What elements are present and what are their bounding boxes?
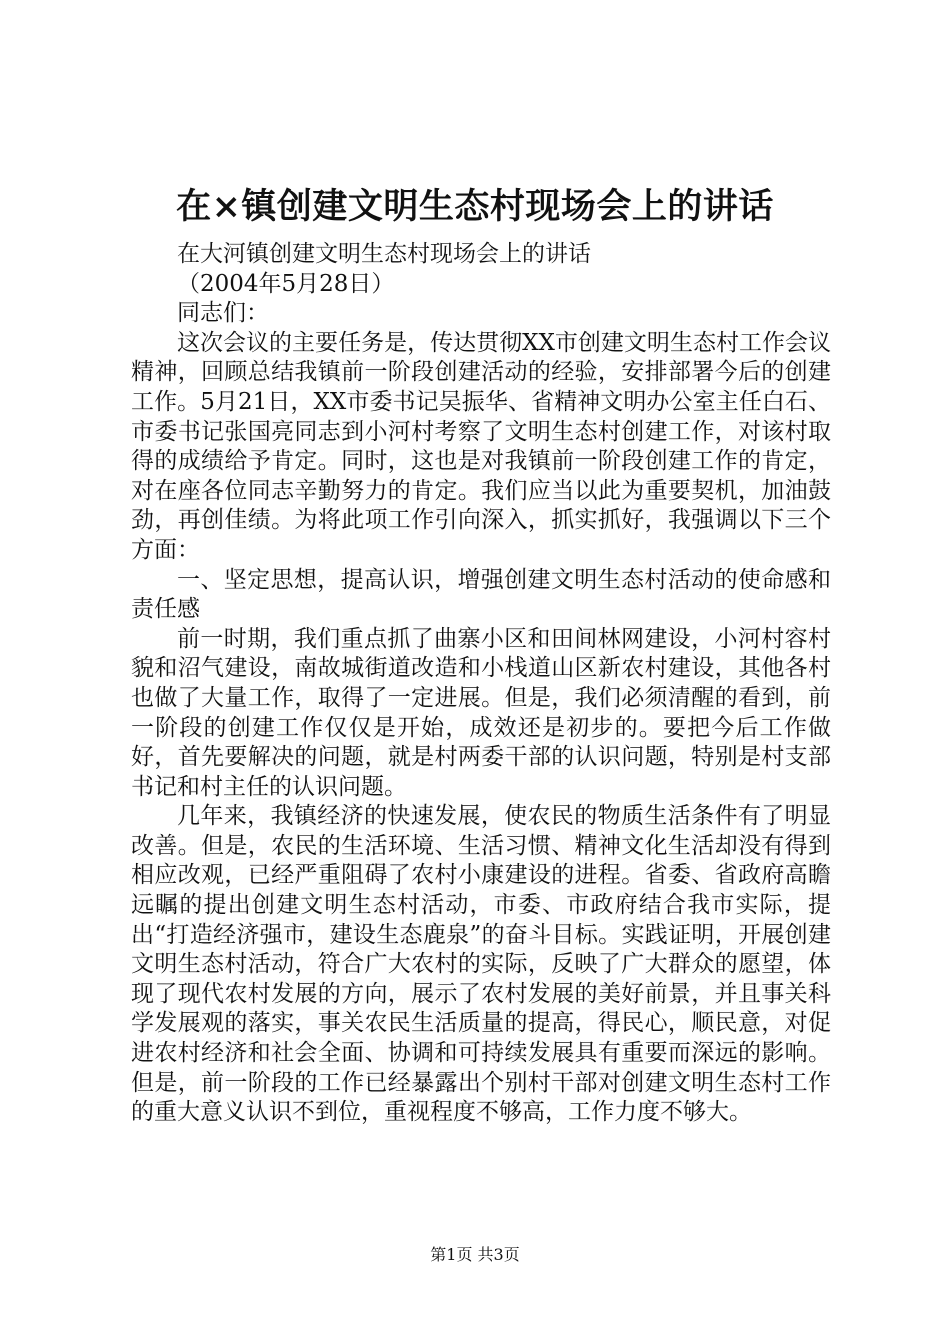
body-paragraph: 几年来，我镇经济的快速发展，使农民的物质生活条件有了明显改善。但是，农民的生活环境、生活习惯、精神文化生活却没有得到相应改观，已经严重阻碍了农村小康建设的进程。省委、省政府高瞻远瞩的提出创建文明生态村活动，市委、市政府结合我市实际，提出“打造经济强市，建设生态鹿泉”的奋斗目标。实践证明，开展创建文明生态村活动，符合广大农村的实际，反映了广大群众的愿望，体现了现代农村发展的方向，展示了农村发展的美好前景，并且事关科学发展观的落实，事关农民生活质量的提高，得民心，顺民意，对促进农村经济和社会全面、协调和可持续发展具有重要而深远的影响。但是，前一阶段的工作已经暴露出个别村干部对创建文明生态村工作的重大意义认识不到位，重视程度不够高，工作力度不够大。 bbox=[131, 803, 831, 1126]
document-title: 在×镇创建文明生态村现场会上的讲话 bbox=[176, 186, 774, 227]
speech-heading: 在大河镇创建文明生态村现场会上的讲话 bbox=[177, 241, 591, 267]
body-paragraph: 前一时期，我们重点抓了曲寨小区和田间林网建设，小河村容村貌和沼气建设，南故城街道改造和小栈道山区新农村建设，其他各村也做了大量工作，取得了一定进展。但是，我们必须清醒的看到，前一阶段的创建工作仅仅是开始，成效还是初步的。要把今后工作做好，首先要解决的问题，就是村两委干部的认识问题，特别是村支部书记和村主任的认识问题。 bbox=[131, 625, 831, 800]
section-heading: 一、坚定思想，提高认识，增强创建文明生态村活动的使命感和责任感 bbox=[131, 566, 831, 623]
salutation: 同志们： bbox=[177, 300, 269, 327]
document-body bbox=[131, 240, 831, 1128]
speech-date: （2004年5月28日） bbox=[177, 270, 395, 297]
page-footer: 第1页 共3页 bbox=[430, 1245, 520, 1264]
body-paragraph: 这次会议的主要任务是，传达贯彻XX市创建文明生态村工作会议精神，回顾总结我镇前一阶段创建活动的经验，安排部署今后的创建工作。5月21日，XX市委书记吴振华、省精神文明办公室主任白石、市委书记张国亮同志到小河村考察了文明生态村创建工作，对该村取得的成绩给予肯定。同时，这也是对我镇前一阶段创建工作的肯定，对在座各位同志辛勤努力的肯定。我们应当以此为重要契机，加油鼓劲，再创佳绩。为将此项工作引向深入，抓实抓好，我强调以下三个方面： bbox=[131, 329, 831, 563]
